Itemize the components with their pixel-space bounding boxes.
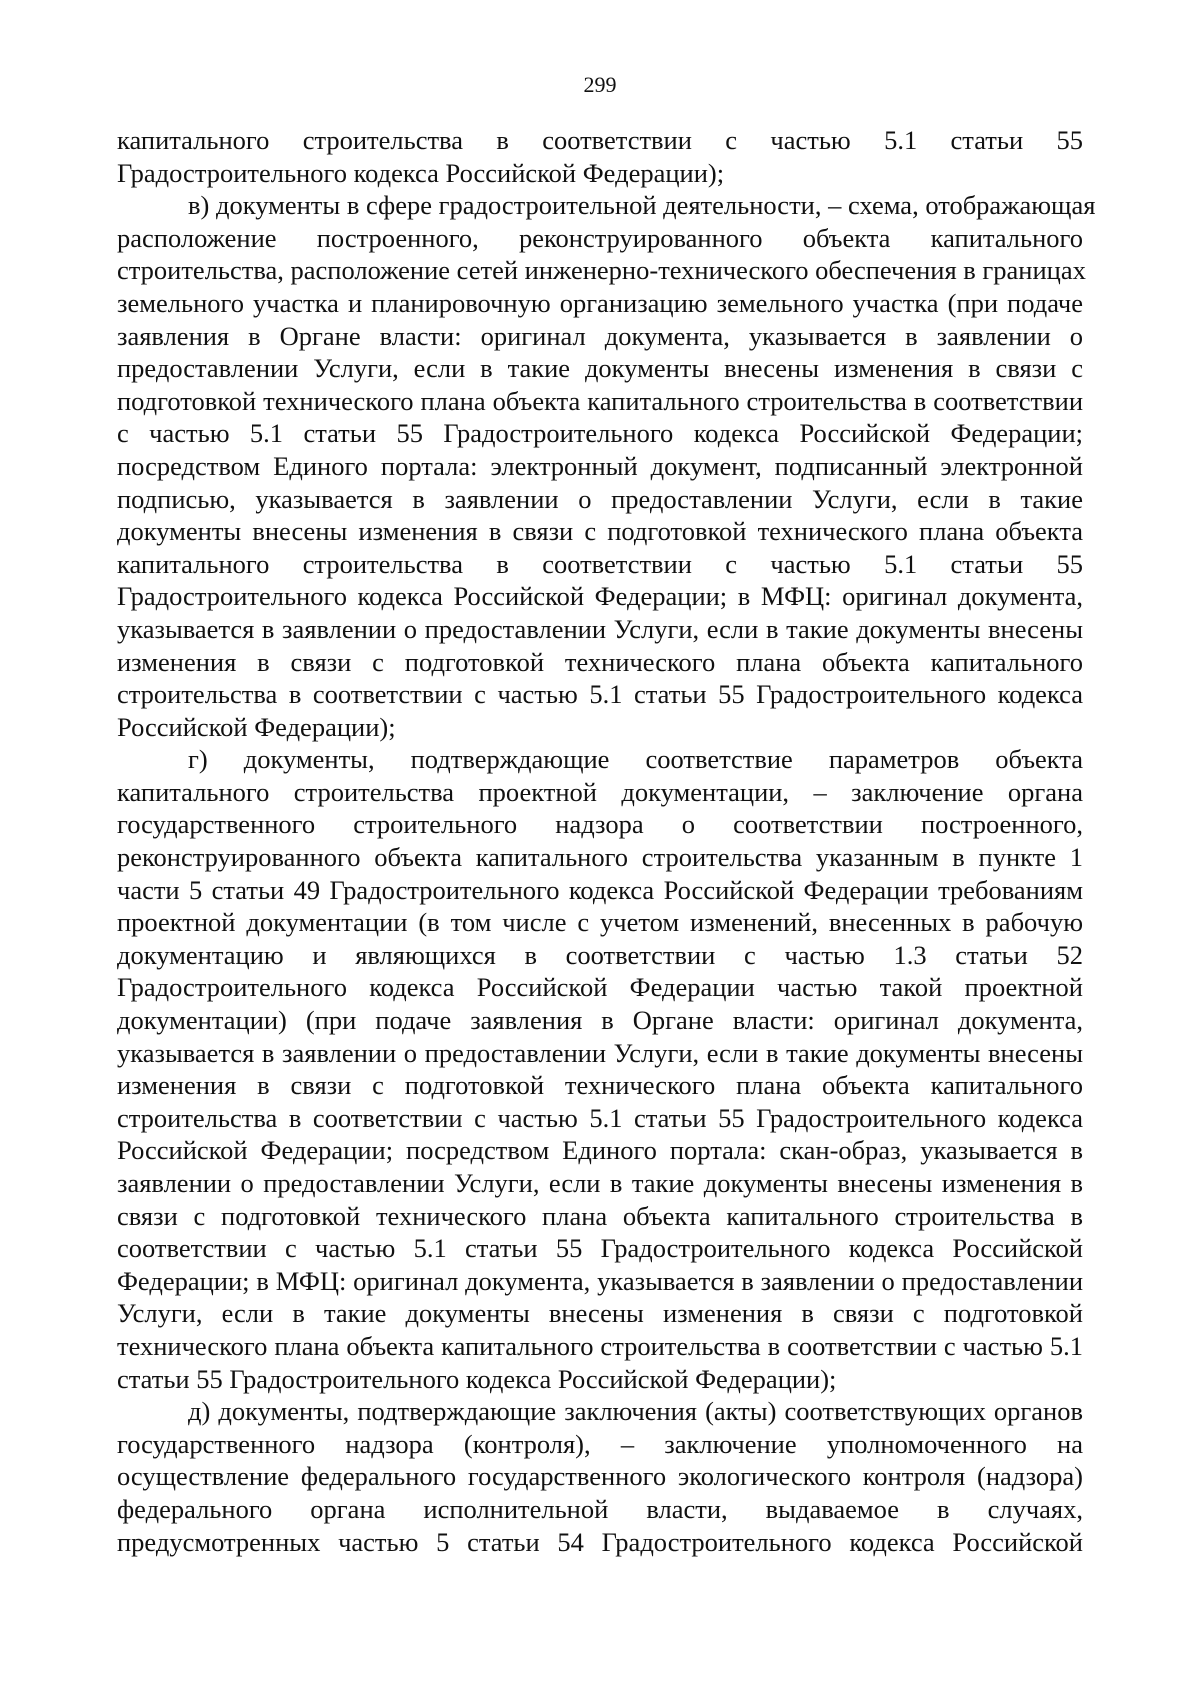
text-line: части 5 статьи 49 Градостроительного кодекса Российской Федерации требованиям — [117, 874, 1083, 905]
text-line: связи с подготовкой технического плана объекта капитального строительства в — [117, 1200, 1083, 1231]
text-line: д) документы, подтверждающие заключения (акты) соответствующих органов — [188, 1396, 1083, 1427]
text-line: федерального органа исполнительной власти, выдаваемое в случаях, — [117, 1493, 1083, 1524]
text-line: земельного участка и планировочную организацию земельного участка (при подаче — [117, 287, 1083, 318]
text-line: с частью 5.1 статьи 55 Градостроительного кодекса Российской Федерации; — [117, 418, 1083, 449]
text-line: изменения в связи с подготовкой технического плана объекта капитального — [117, 646, 1083, 677]
text-line: Российской Федерации); — [117, 711, 396, 742]
text-line: строительства в соответствии с частью 5.1 статьи 55 Градостроительного кодекса — [117, 679, 1083, 710]
text-line: заявления в Органе власти: оригинал документа, указывается в заявлении о — [117, 320, 1083, 351]
text-line: статьи 55 Градостроительного кодекса Российской Федерации); — [117, 1363, 837, 1394]
text-line: государственного строительного надзора о соответствии построенного, — [117, 809, 1083, 840]
paragraph — [117, 124, 1083, 189]
text-line: указывается в заявлении о предоставлении Услуги, если в такие документы внесены — [117, 1037, 1083, 1068]
text-line: подготовкой технического плана объекта капитального строительства в соответствии — [117, 385, 1083, 416]
text-line: реконструированного объекта капитального строительства указанным в пункте 1 — [117, 842, 1083, 873]
text-line: Градостроительного кодекса Российской Федерации); — [117, 157, 725, 188]
text-line: Градостроительного кодекса Российской Федерации; в МФЦ: оригинал документа, — [117, 581, 1083, 612]
text-line: строительства в соответствии с частью 5.1 статьи 55 Градостроительного кодекса — [117, 1102, 1083, 1133]
text-line: капитального строительства в соответствии с частью 5.1 статьи 55 — [117, 548, 1083, 579]
document-body — [117, 124, 1096, 1558]
text-line: г) документы, подтверждающие соответствие параметров объекта — [188, 744, 1083, 775]
paragraph — [117, 189, 1096, 743]
paragraph — [117, 1395, 1083, 1558]
text-line: посредством Единого портала: электронный документ, подписанный электронной — [117, 450, 1083, 481]
text-line: строительства, расположение сетей инженерно-технического обеспечения в границах — [117, 255, 1086, 286]
text-line: предусмотренных частью 5 статьи 54 Градостроительного кодекса Российской — [117, 1526, 1083, 1557]
text-line: Федерации; в МФЦ: оригинал документа, указывается в заявлении о предоставлении — [117, 1265, 1083, 1296]
text-line: в) документы в сфере градостроительной деятельности, – схема, отображающая — [188, 190, 1096, 221]
text-line: Градостроительного кодекса Российской Федерации частью такой проектной — [117, 972, 1083, 1003]
text-line: документы внесены изменения в связи с подготовкой технического плана объекта — [117, 516, 1083, 547]
paragraph — [117, 743, 1083, 1395]
text-line: предоставлении Услуги, если в такие документы внесены изменения в связи с — [117, 353, 1083, 384]
text-line: капитального строительства в соответствии с частью 5.1 статьи 55 — [117, 125, 1083, 155]
text-line: осуществление федерального государственного экологического контроля (надзора) — [117, 1461, 1083, 1492]
text-line: заявлении о предоставлении Услуги, если в такие документы внесены изменения в — [117, 1168, 1083, 1198]
text-line: соответствии с частью 5.1 статьи 55 Градостроительного кодекса Российской — [117, 1233, 1083, 1264]
page-number: 299 — [583, 72, 617, 97]
text-line: подписью, указывается в заявлении о предоставлении Услуги, если в такие — [117, 483, 1083, 514]
text-line: государственного надзора (контроля), – заключение уполномоченного на — [117, 1428, 1083, 1459]
text-line: указывается в заявлении о предоставлении Услуги, если в такие документы внесены — [117, 613, 1083, 644]
text-line: расположение построенного, реконструированного объекта капитального — [117, 222, 1083, 253]
text-line: документации) (при подаче заявления в Органе власти: оригинал документа, — [117, 1005, 1083, 1036]
text-line: Российской Федерации; посредством Единого портала: скан-образ, указывается в — [117, 1135, 1083, 1166]
text-line: изменения в связи с подготовкой технического плана объекта капитального — [117, 1070, 1083, 1101]
text-line: капитального строительства проектной документации, – заключение органа — [117, 776, 1083, 807]
text-line: проектной документации (в том числе с учетом изменений, внесенных в рабочую — [117, 907, 1083, 938]
text-line: Услуги, если в такие документы внесены изменения в связи с подготовкой — [117, 1298, 1083, 1329]
text-line: документацию и являющихся в соответствии с частью 1.3 статьи 52 — [117, 939, 1083, 970]
text-line: технического плана объекта капитального строительства в соответствии с частью 5.1 — [117, 1330, 1083, 1361]
